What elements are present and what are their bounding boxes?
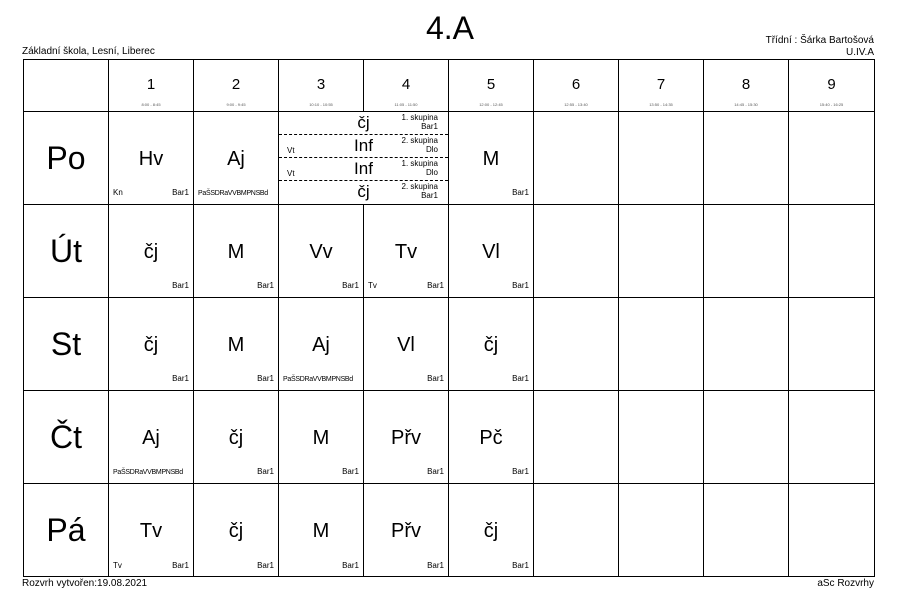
lesson-room: Bar1 (427, 281, 444, 290)
empty-cell (534, 391, 619, 484)
period-header (194, 60, 279, 112)
period-header (364, 60, 449, 112)
empty-cell (534, 205, 619, 298)
lesson-cell (109, 391, 194, 484)
lesson-room: Bar1 (172, 188, 189, 197)
empty-cell (619, 112, 704, 205)
empty-cell (704, 112, 789, 205)
lesson-room: Bar1 (257, 561, 274, 570)
lesson-teacher: Tv (113, 561, 122, 570)
lesson-room: Bar1 (512, 561, 529, 570)
lesson-room: Bar1 (421, 191, 438, 200)
period-time: 11:05 - 11:50 (394, 102, 418, 107)
class-teacher: Třídní : Šárka Bartošová (765, 35, 874, 46)
created-date: Rozvrh vytvořen:19.08.2021 (22, 578, 148, 589)
lesson-cell (194, 391, 279, 484)
period-time: 13:50 - 14:35 (649, 102, 673, 107)
lesson-cell (109, 298, 194, 391)
day-cell (24, 484, 109, 577)
empty-cell (789, 298, 874, 391)
empty-cell (619, 298, 704, 391)
period-number: 3 (316, 76, 326, 93)
period-number: 5 (486, 76, 496, 93)
lesson-subject: Aj (227, 148, 245, 170)
period-number: 7 (656, 76, 666, 93)
lesson-subject: čj (357, 182, 370, 201)
group-info (402, 113, 438, 131)
lesson-teacher: Tv (368, 281, 377, 290)
lesson-teacher: PaŠSDRaVVBMPNSBd (283, 376, 353, 383)
class-teacher-info (766, 35, 874, 59)
group-name: 1. skupina (401, 113, 438, 122)
empty-cell (789, 112, 874, 205)
lesson-cell (279, 298, 364, 391)
group-name: 2. skupina (401, 136, 438, 145)
group-lesson (279, 135, 448, 158)
lesson-cell (194, 205, 279, 298)
lesson-cell (449, 205, 534, 298)
lesson-subject: M (312, 427, 330, 449)
lesson-cell (364, 298, 449, 391)
lesson-room: Bar1 (427, 561, 444, 570)
day-name: Út (50, 233, 82, 269)
period-header (279, 60, 364, 112)
split-lesson-cell (279, 112, 449, 205)
empty-cell (789, 391, 874, 484)
day-name: Pá (46, 512, 86, 548)
day-cell (24, 298, 109, 391)
day-name: Po (46, 140, 86, 176)
lesson-subject: M (227, 241, 245, 263)
lesson-cell (449, 298, 534, 391)
lesson-subject: čj (143, 241, 159, 263)
lesson-room: Bar1 (257, 467, 274, 476)
period-time: 12:00 - 12:45 (479, 102, 503, 107)
day-cell (24, 391, 109, 484)
lesson-cell (279, 484, 364, 577)
empty-cell (619, 391, 704, 484)
lesson-room: Dlo (425, 168, 438, 177)
empty-cell (704, 205, 789, 298)
lesson-room: Bar1 (342, 561, 359, 570)
day-cell (24, 205, 109, 298)
lesson-subject: Aj (312, 334, 330, 356)
lesson-cell (364, 391, 449, 484)
day-cell (24, 112, 109, 205)
lesson-subject: Tv (139, 520, 163, 542)
lesson-subject: Přv (391, 520, 421, 542)
lesson-subject: Vl (397, 334, 415, 356)
page-title: 4.A (425, 10, 475, 46)
lesson-room: Bar1 (421, 122, 438, 131)
lesson-teacher: Vt (287, 169, 295, 178)
period-time: 14:45 - 15:30 (734, 102, 758, 107)
lesson-cell (364, 484, 449, 577)
period-number: 8 (741, 76, 751, 93)
empty-cell (789, 205, 874, 298)
lesson-room: Bar1 (342, 467, 359, 476)
empty-cell (704, 298, 789, 391)
lesson-subject: čj (228, 427, 244, 449)
lesson-subject: Hv (138, 148, 164, 170)
lesson-subject: Inf (354, 159, 373, 178)
period-number: 6 (571, 76, 581, 93)
group-lesson (279, 181, 448, 204)
lesson-cell (194, 112, 279, 205)
lesson-room: Dlo (425, 145, 438, 154)
lesson-cell (449, 112, 534, 205)
group-info (402, 136, 438, 154)
lesson-subject: čj (143, 334, 159, 356)
period-number: 1 (146, 76, 156, 93)
period-header (789, 60, 874, 112)
lesson-room: Bar1 (172, 281, 189, 290)
lesson-subject: Aj (142, 427, 160, 449)
group-info (402, 182, 438, 200)
lesson-subject: čj (228, 520, 244, 542)
software-name: aSc Rozvrhy (817, 578, 874, 589)
group-name: 1. skupina (401, 159, 438, 168)
lesson-room: Bar1 (512, 188, 529, 197)
home-room: U.IV.A (846, 47, 874, 58)
lesson-subject: čj (357, 113, 370, 132)
timetable-grid (23, 59, 875, 577)
lesson-cell (449, 391, 534, 484)
lesson-subject: Vl (482, 241, 500, 263)
period-time: 10:10 - 10:55 (309, 102, 333, 107)
empty-cell (704, 391, 789, 484)
empty-cell (534, 298, 619, 391)
corner-cell (24, 60, 109, 112)
group-name: 2. skupina (401, 182, 438, 191)
period-header (109, 60, 194, 112)
group-info (402, 159, 438, 177)
lesson-cell (109, 205, 194, 298)
empty-cell (704, 484, 789, 577)
period-header (534, 60, 619, 112)
empty-cell (619, 484, 704, 577)
period-header (704, 60, 789, 112)
lesson-cell (279, 205, 364, 298)
lesson-subject: M (312, 520, 330, 542)
lesson-teacher: Kn (113, 188, 123, 197)
lesson-room: Bar1 (257, 374, 274, 383)
period-number: 2 (231, 76, 241, 93)
lesson-subject: Tv (394, 241, 418, 263)
period-number: 9 (827, 76, 836, 93)
lesson-room: Bar1 (342, 281, 359, 290)
lesson-subject: čj (483, 334, 499, 356)
group-lesson (279, 158, 448, 181)
lesson-room: Bar1 (427, 374, 444, 383)
lesson-subject: M (482, 148, 500, 170)
empty-cell (534, 112, 619, 205)
lesson-cell (109, 112, 194, 205)
lesson-cell (279, 391, 364, 484)
day-name: St (50, 326, 82, 362)
day-name: Čt (50, 419, 82, 455)
lesson-room: Bar1 (257, 281, 274, 290)
empty-cell (619, 205, 704, 298)
lesson-cell (109, 484, 194, 577)
lesson-room: Bar1 (427, 467, 444, 476)
period-number: 4 (401, 76, 411, 93)
period-header (619, 60, 704, 112)
lesson-subject: Pč (479, 427, 503, 449)
lesson-room: Bar1 (172, 561, 189, 570)
lesson-subject: čj (483, 520, 499, 542)
lesson-cell (364, 205, 449, 298)
lesson-room: Bar1 (512, 374, 529, 383)
lesson-cell (194, 484, 279, 577)
period-time: 9:00 - 9:45 (226, 102, 246, 107)
lesson-subject: Vv (309, 241, 333, 263)
group-lesson (279, 112, 448, 135)
period-time: 15:40 - 16:25 (819, 102, 844, 107)
lesson-room: Bar1 (512, 281, 529, 290)
lesson-room: Bar1 (512, 467, 529, 476)
lesson-cell (194, 298, 279, 391)
lesson-cell (449, 484, 534, 577)
empty-cell (789, 484, 874, 577)
lesson-subject: M (227, 334, 245, 356)
period-header (449, 60, 534, 112)
lesson-room: Bar1 (172, 374, 189, 383)
school-name: Základní škola, Lesní, Liberec (22, 46, 155, 57)
lesson-teacher: Vt (287, 146, 295, 155)
empty-cell (534, 484, 619, 577)
lesson-teacher: PaŠSDRaVVBMPNSBd (198, 190, 268, 197)
period-time: 8:00 - 8:45 (141, 102, 161, 107)
lesson-subject: Inf (354, 136, 373, 155)
lesson-subject: Přv (391, 427, 421, 449)
period-time: 12:55 - 13:40 (564, 102, 588, 107)
lesson-teacher: PaŠSDRaVVBMPNSBd (113, 469, 183, 476)
